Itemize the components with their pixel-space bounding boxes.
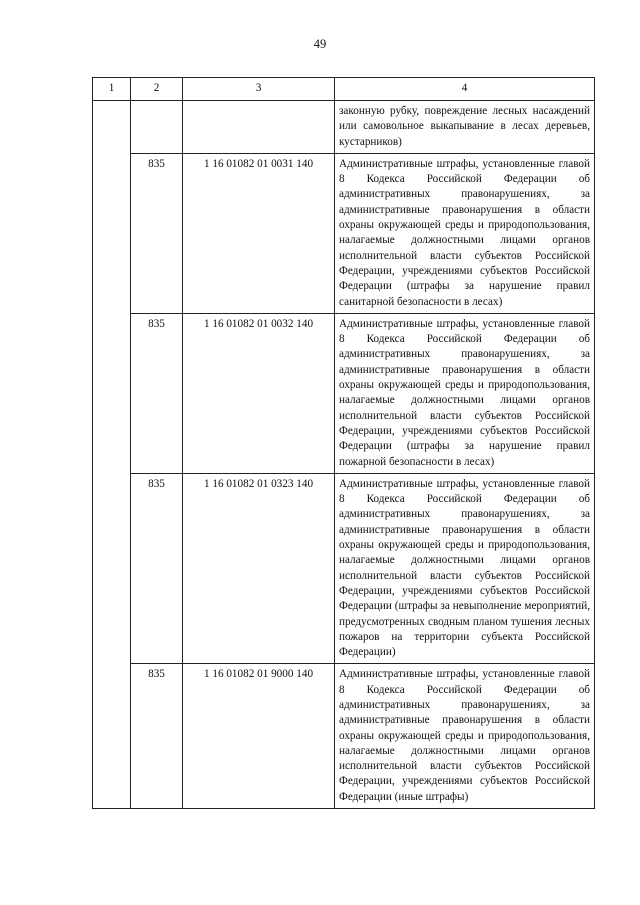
description-cell: Административные штрафы, установленные главой 8 Кодекса Российской Федерации об административных правонарушениях, за административные правонарушения в области охраны окружающей среды и природопользования, налагаемые должностными лицами органов исполнительной власти субъектов Российской Федерации, учреждениями субъектов Российской Федерации (штрафы за невыполнение мероприятий, предусмотренных сводным планом тушения лесных пожаров на территории субъекта Российской Федерации) [335,473,595,664]
revenue-code-cell: 1 16 01082 01 0031 140 [183,153,335,313]
column-1-cell [93,101,131,809]
revenue-code-cell [183,101,335,154]
column-header-1: 1 [93,78,131,101]
column-header-4: 4 [335,78,595,101]
revenue-code-cell: 1 16 01082 01 0032 140 [183,313,335,473]
admin-code-cell [131,101,183,154]
admin-code-cell: 835 [131,313,183,473]
description-cell: Административные штрафы, установленные главой 8 Кодекса Российской Федерации об административных правонарушениях, за административные правонарушения в области охраны окружающей среды и природопользования, налагаемые должностными лицами органов исполнительной власти субъектов Российской Федерации, учреждениями субъектов Российской Федерации (штрафы за нарушение правил санитарной безопасности в лесах) [335,153,595,313]
column-header-2: 2 [131,78,183,101]
table-row [93,101,595,154]
table-row [93,153,595,313]
description-cell: законную рубку, повреждение лесных насаждений или самовольное выкапывание в лесах деревьев, кустарников) [335,101,595,154]
column-header-3: 3 [183,78,335,101]
admin-code-cell: 835 [131,664,183,809]
table-row [93,664,595,809]
table-row [93,473,595,664]
description-cell: Административные штрафы, установленные главой 8 Кодекса Российской Федерации об административных правонарушениях, за административные правонарушения в области охраны окружающей среды и природопользования, налагаемые должностными лицами органов исполнительной власти субъектов Российской Федерации, учреждениями субъектов Российской Федерации (иные штрафы) [335,664,595,809]
table-row [93,313,595,473]
revenue-codes-table [92,77,595,809]
page-number: 49 [313,37,327,51]
table-header-row [93,78,595,101]
revenue-code-cell: 1 16 01082 01 0323 140 [183,473,335,664]
description-cell: Административные штрафы, установленные главой 8 Кодекса Российской Федерации об административных правонарушениях, за административные правонарушения в области охраны окружающей среды и природопользования, налагаемые должностными лицами органов исполнительной власти субъектов Российской Федерации, учреждениями субъектов Российской Федерации (штрафы за нарушение правил пожарной безопасности в лесах) [335,313,595,473]
revenue-code-cell: 1 16 01082 01 9000 140 [183,664,335,809]
admin-code-cell: 835 [131,153,183,313]
admin-code-cell: 835 [131,473,183,664]
